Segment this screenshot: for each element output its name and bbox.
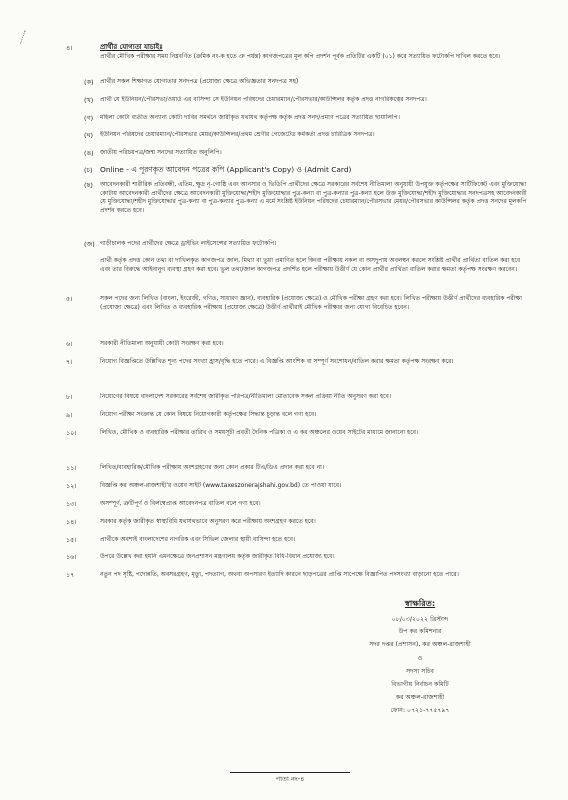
doc-text: প্রার্থীর সকল শিক্ষাগত যোগ্যতার সনদপত্র (প্রযোজ্য ক্ষেত্রে অভিজ্ঞতার সনদপত্র সহ) [100, 78, 299, 85]
item-number: ৮। [66, 393, 73, 401]
item-text: নতুন পদ সৃষ্টি, পদোন্নতি, অবসরগ্রহণ, মৃত্যু, পদত্যাগ, অথবা অপসারণ ইত্যাদি কারনে ছাড়পত্রের প্রাপ্তি সাপেক্ষে বিজ্ঞাপিত পদসংখ্যা বাড়ানো হতে পারে। [100, 571, 459, 578]
item-text: বিজ্ঞপ্তি কর অঞ্চল-রাজশাহী'র ওয়েব সাইট (www.taxeszonerajshahi.gov.bd) তে পাওয়া যাবে। [100, 482, 342, 489]
doc-mark: (চ) [84, 166, 93, 174]
doc-text: মহিলা কোটা ব্যতীত অন্যান্য কোটা দাবির সমর্থনে জারীকৃত যথাযথ কর্তৃপক্ষ কর্তৃক প্রদত্ত সনদ/প্রমাণ পত্রের সত্যায়িত ছায়ালিপি। [100, 114, 400, 121]
item-text: সরকার কর্তৃক জারীকৃত স্বাস্থ্যবিধি যথাযথভাবে অনুসরণ করে পরীক্ষায় অংশগ্রহণ করতে হবে। [100, 518, 316, 525]
section-number: ৪। [66, 44, 73, 52]
item-text: লিখিত, মৌখিক ও ব্যবহারিক পরীক্ষার তারিখ ও সময়সূচী প্রবর্তী দৈনিক পত্রিকা ও এ কর অঞ্চলের ওয়েব সাইটের মাধ্যমে জানানো হবে। [100, 429, 419, 436]
committee-name: বিভাগীয় নির্বাচন কমিটি [391, 681, 449, 688]
item-number: ৯। [66, 411, 73, 419]
doc-mark: (ঙ) [84, 149, 94, 157]
doc-mark: (গ) [84, 114, 94, 122]
doc-text: Online - এ পূরণকৃত আবেদন পত্রের কপি (Applicant's Copy) ও (Admit Card) [100, 165, 352, 174]
item-number: ৬। [66, 340, 73, 348]
doc-text: প্রার্থী যে ইউনিয়ন/পৌরসভা/ওয়ার্ড এর বাসিন্দা সে ইউনিয়ন পরিষদের চেয়ারম্যান/পৌরসভার/কাউন্সিলর কর্তৃক প্রদত্ত নাগরিকত্বের সনদপত্র। [100, 96, 427, 103]
item-number: ১৫। [66, 536, 77, 544]
doc-mark: (ছ) [84, 181, 93, 189]
doc-mark: (ঘ) [84, 131, 93, 139]
item-text: লিখিত/ব্যবহারিক/মৌখিক পরীক্ষায় অংশগ্রহণের জন্য কোন প্রকার টিএ/ডিএ প্রদান করা হবে না। [100, 464, 325, 471]
doc-text: ইউনিয়ন পরিষদের চেয়ারম্যান/পৌরসভার মেয়র/কাউন্সিলর/প্রথম শ্রেণীর গেজেটেড কর্মকর্তা প্রদত্ত চারিত্রিক সনদপত্র। [100, 131, 375, 138]
signatory-designation: উপ কর কমিশনার [398, 628, 442, 635]
signature-label: স্বাক্ষরিত: [404, 598, 436, 608]
section-intro: প্রার্থীর মৌখিক পরীক্ষার সময় নিম্নবর্ণিত (ক্রমিক নং-ক হতে ঞ পর্যন্ত) কাগজপত্রের মূল কপি প্রদর্শন পূর্বক প্রতিটির একটি (০১) করে সত্যায়িত ফটোকপি দাখিল করতে হবে। [100, 53, 501, 60]
doc-text: জাতীয় পরিচয়পত্র/জন্ম সনদের সত্যায়িত অনুলিপি। [100, 149, 222, 156]
signatory-office: সদর দপ্তর (প্রশাসন), কর অঞ্চল-রাজশাহী [369, 641, 471, 648]
scan-mark [20, 30, 37, 48]
item-number: ১৬। [66, 553, 77, 561]
page-number: পাতা নং-৪ [230, 772, 350, 784]
doc-text: আবেদনকারী শারীরিক প্রতিবন্ধী, এতিম, ক্ষুদ্র নৃ-গোষ্ঠি এবং আনসার ও ভিডিপি প্রার্থীদের ক্ষেত্রে সরকারের সর্বশেষ নীতিমালা অনুযায়ী উপযুক্ত কর্তৃপক্ষের সার্টিফিকেট এবং মুক্তিযোদ্ধা কোটায় আবেদনকারী প্রার্থীদের ক্ষেত্রে আবেদনকারী মুক্তিযোদ্ধা/শহীদ মুক্তিযোদ্ধার পুত্র-কন্যা বা পুত্র-কন্যার পুত্র-কন্যা হলে উক্ত মুক্তিযোদ্ধা/শহীদ মুক্তিযোদ্ধার সনদপত্রসহ আবেদনকারী যে মুক্তিযোদ্ধা/শহীদ মুক্তিযোদ্ধার পুত্র-কন্যা বা পুত্র-কন্যার পুত্র-কন্যা এ মর্মে সংশ্লিষ্ট ইউনিয়ন পরিষদের চেয়ারম্যান/পৌরসভার মেয়র/পৌরসভার কাউন্সিলর কর্তৃক প্রদত্ত সনদের মূলকপি প্রদর্শন করতে হবে। [100, 181, 527, 214]
committee-office: কর অঞ্চল-রাজশাহী [395, 694, 445, 701]
item-number: ৭। [66, 358, 73, 366]
item-text: প্রার্থীকে অবশ্যই বাংলাদেশের নাগরিক এবং সিভিল জেলার স্থায়ী বাসিন্দা হতে হবে। [100, 536, 296, 543]
item-number: ১৭ [66, 571, 75, 579]
doc-mark: (খ) [84, 96, 94, 104]
item-number: ৫। [66, 295, 73, 303]
verification-note: প্রার্থী কর্তৃক প্রদত্ত কোন তথ্য বা দাখিলকৃত কাগজপত্র জাল, মিথ্যা বা ভুয়া প্রমাণিত হলে কিংবা পরীক্ষায় নকল বা অসদুপায় অবলম্বন করলে সংশ্লিষ্ট প্রার্থীর প্রার্থিতা বাতিল করা হবে এবং তার বিরুদ্ধে আইনানুগ ব্যবস্থা গ্রহণ করা হবে। ভুল তথ্য/জাল কাগজপত্র প্রদর্শিত হলে পরীক্ষায় উত্তীর্ণ যে কোন প্রার্থীর প্রার্থিতা বাতিল করার ক্ষমতা কর্তৃপক্ষ সংরক্ষণ করবেন। [100, 257, 521, 273]
doc-text: গাড়ীচালক পদের প্রার্থীদের ক্ষেত্রে ড্রাইভিং লাইসেন্সের সত্যায়িত ফটোকপি। [100, 240, 277, 247]
section-title: প্রার্থীর যোগ্যতা যাচাইঃ [100, 43, 163, 51]
phone-number: ফোন: ০৭২১-৭৭৫৭৯৭ [390, 707, 450, 714]
item-text: নিয়োগ বিজ্ঞপ্তিতে উল্লিখিত শূন্য পদের সংখ্যা হ্রাস/বৃদ্ধি হতে পারে। এ বিজ্ঞপ্তি আংশিক বা সম্পূর্ণ সংশোধন/বাতিল করার ক্ষমতা কর্তৃপক্ষ সংরক্ষণ করে। [100, 358, 454, 365]
item-number: ১০। [66, 429, 77, 437]
doc-mark: (জ) [84, 240, 95, 248]
item-text: নিয়োগের বিষয়ে বাংলাদেশ সরকারের সর্বশেষ জারীকৃত পরিপত্র/নীতিমালা মোতাবেক সকল প্রক্রিয়া নীতি অনুসরণ করা হবে। [100, 393, 391, 400]
item-text: সকল পদের জন্য লিখিত (বাংলা, ইংরেজী, গণিত, সাধারণ জ্ঞান), ব্যবহারিক (প্রযোজ্য ক্ষেত্রে) ও মৌখিক পরীক্ষা গ্রহণ করা হবে। লিখিত পরীক্ষায় উত্তীর্ণ প্রার্থীদের ব্যবহারিক পরীক্ষা (প্রযোজ্য ক্ষেত্রে) এবং লিখিত ও ব্যবহারিক পরীক্ষায় (প্রযোজ্য ক্ষেত্রে) উত্তীর্ণ প্রার্থীরাই মৌখিক পরীক্ষার জন্য যোগ্য বিবেচিত হবেন। [100, 295, 523, 311]
item-number: ১২। [66, 482, 77, 490]
item-number: ১১। [66, 464, 77, 472]
item-number: ১৩। [66, 500, 77, 508]
item-text: নিয়োগ পরীক্ষা সংক্রান্ত যে কোন বিষয়ে নিয়োগকারী কর্তৃপক্ষের সিদ্ধান্ত চূড়ান্ত বলে গণ্য হবে। [100, 411, 317, 418]
item-text: সরকারী নীতিমালা অনুযায়ী কোটা সংরক্ষণ করা হবে। [100, 340, 224, 347]
signature-date: ০৮/০৩/২০২২ খ্রিস্টাব্দ [391, 616, 449, 623]
item-text: উপরে উল্লেখ করা হয়নি এমনক্ষেত্রে জনপ্রশাসন মন্ত্রণালয় কর্তৃক জারীকৃত বিধি-বিধান প্রযোজ্য হবে। [100, 553, 335, 560]
doc-mark: (ক) [84, 78, 94, 86]
signatory-role: সদস্য সচিব [406, 668, 434, 675]
signatory-conjunction: ও [417, 655, 423, 662]
item-number: ১৪। [66, 518, 77, 526]
item-text: অসম্পূর্ণ, ত্রুটিপূর্ণ ও বিলম্বেপ্রাপ্ত আবেদনপত্র বাতিল বলে গণ্য হবে। [100, 500, 261, 507]
